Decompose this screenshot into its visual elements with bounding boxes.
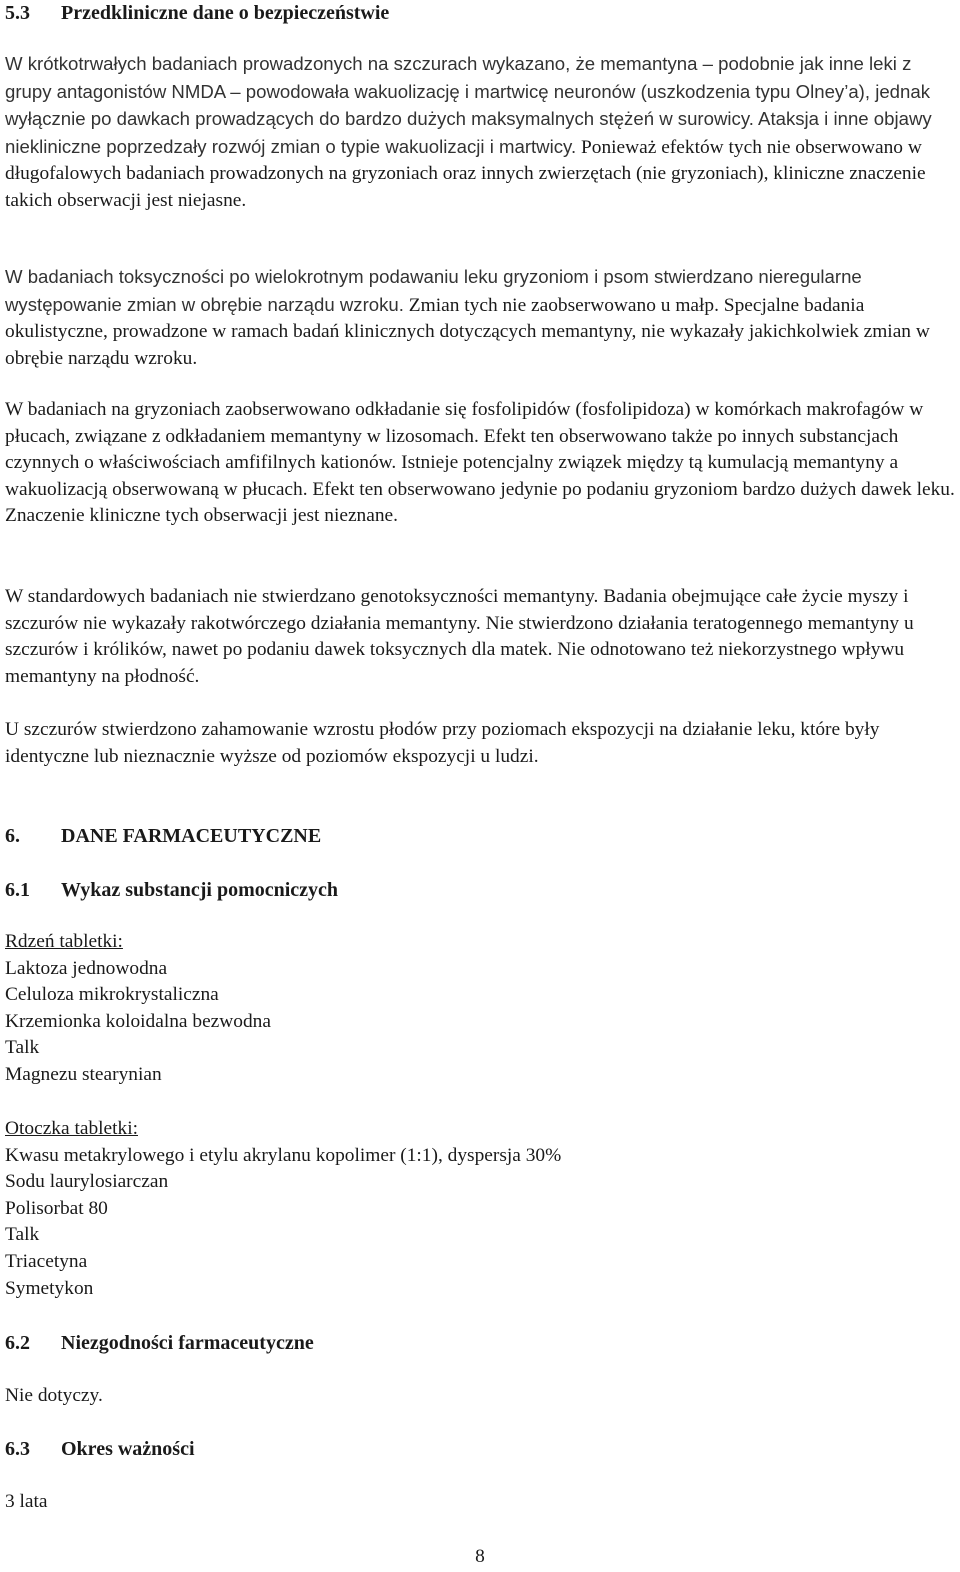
list-item: Triacetyna [5, 1250, 88, 1272]
section-heading-6-1 [5, 877, 338, 903]
paragraph-2-part-a: W badaniach toksyczności po wielokrotnym podawaniu leku gryzoniom i psom stwierdzano nieregularne występowanie zmian w obrębie narządu wzroku. [5, 266, 862, 315]
paragraph-5: U szczurów stwierdzono zahamowanie wzrostu płodów przy poziomach ekspozycji na działanie leku, które były identyczne lub nieznacznie wyższe od poziomów ekspozycji u ludzi. [5, 719, 880, 767]
list-item: Sodu laurylosiarczan [5, 1171, 169, 1193]
section-heading-6-2 [5, 1330, 314, 1356]
section-heading-6 [5, 823, 321, 849]
section-title: Przedkliniczne dane o bezpieczeństwie [61, 2, 390, 24]
paragraph-1-part-a: W krótkotrwałych badaniach prowadzonych na szczurach wykazano, że memantyna – podobnie jak inne leki z grupy antagonistów NMDA – powodowała wakuolizację i martwicę neuronów (uszkodzenia typu Olney’a), jednak wyłącznie po dawkach prowadzących do bardzo dużych maksymalnych stężeń w surowicy. Ataksja i inne objawy niekliniczne poprzedzały rozwój zmian o typie wakuolizacji i martwicy. [5, 53, 932, 157]
section-number: 6.1 [5, 879, 30, 901]
paragraph-1-part-b: Ponieważ efektów tych nie obserwowano w długofalowych badaniach prowadzonych na gryzoniach oraz innych zwierzętach (nie gryzoniach), kliniczne znaczenie takich obserwacji jest niejasne. [5, 136, 926, 211]
core-ingredients-block [5, 929, 271, 1089]
section-6-3-text: 3 lata [5, 1491, 48, 1512]
section-heading-6-3 [5, 1436, 195, 1462]
section-number: 5.3 [5, 2, 30, 24]
list-item: Krzemionka koloidalna bezwodna [5, 1010, 271, 1032]
list-item: Talk [5, 1224, 40, 1246]
page-number: 8 [475, 1546, 485, 1567]
list-item: Kwasu metakrylowego i etylu akrylanu kopolimer (1:1), dyspersja 30% [5, 1144, 562, 1166]
paragraph-4: W standardowych badaniach nie stwierdzano genotoksyczności memantyny. Badania obejmujące całe życie myszy i szczurów nie wykazały rakotwórczego działania memantyny. Nie stwierdzono działania teratogennego memantyny u szczurów i królików, nawet po podaniu dawek toksycznych dla matek. Nie odnotowano też niekorzystnego wpływu memantyny na płodność. [5, 586, 914, 687]
paragraph-3: W badaniach na gryzoniach zaobserwowano odkładanie się fosfolipidów (fosfolipidoza) w komórkach makrofagów w płucach, związane z odkładaniem memantyny w lizosomach. Efekt ten obserwowano także po innych substancjach czynnych o właściwościach amfifilnych kationów. Istnieje potencjalny związek między tą kumulacją memantyny a wakuolizacją obserwowaną w płucach. Efekt ten obserwowano jedynie po podaniu gryzoniom bardzo dużych dawek leku. Znaczenie kliniczne tych obserwacji jest nieznane. [5, 399, 955, 527]
section-title: Okres ważności [61, 1438, 195, 1460]
list-item: Laktoza jednowodna [5, 957, 168, 979]
list-item: Celuloza mikrokrystaliczna [5, 984, 219, 1006]
list-item: Magnezu stearynian [5, 1063, 162, 1085]
section-number: 6.3 [5, 1438, 30, 1460]
coating-ingredients-block [5, 1116, 561, 1302]
section-number: 6.2 [5, 1332, 30, 1354]
list-item: Polisorbat 80 [5, 1197, 108, 1219]
paragraph-2 [5, 264, 957, 372]
coating-label: Otoczka tabletki: [5, 1118, 138, 1139]
section-number: 6. [5, 825, 20, 847]
section-title: Niezgodności farmaceutyczne [61, 1332, 314, 1354]
section-title: DANE FARMACEUTYCZNE [61, 825, 322, 847]
list-item: Symetykon [5, 1277, 94, 1299]
core-label: Rdzeń tabletki: [5, 931, 123, 952]
section-heading-5-3 [5, 0, 389, 26]
paragraph-2-part-b: Zmian tych nie zaobserwowano u małp. Specjalne badania okulistyczne, prowadzone w ramach badań klinicznych dotyczących memantyny, nie wykazały jakichkolwiek zmian w obrębie narządu wzroku. [5, 294, 930, 369]
section-6-2-text: Nie dotyczy. [5, 1385, 103, 1406]
paragraph-1 [5, 51, 957, 215]
section-title: Wykaz substancji pomocniczych [61, 879, 339, 901]
list-item: Talk [5, 1037, 40, 1059]
